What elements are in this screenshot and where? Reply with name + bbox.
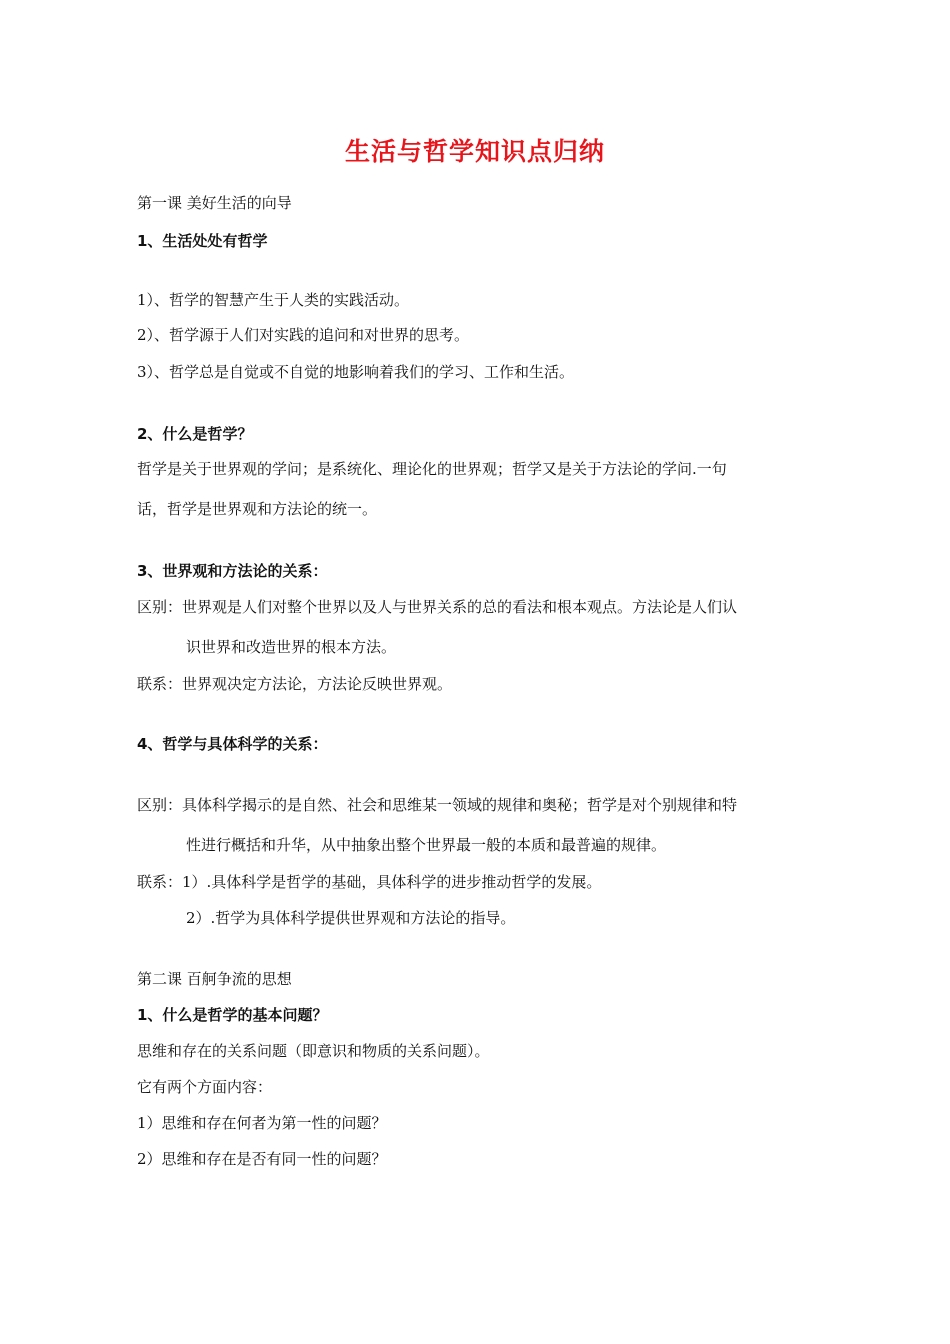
l1-s3-heading: 3、世界观和方法论的关系： <box>137 562 328 580</box>
l1-s4-link-1: 联系：1）.具体科学是哲学的基础，具体科学的进步推动哲学的发展。 <box>137 873 602 891</box>
l1-s4-heading: 4、哲学与具体科学的关系： <box>137 735 328 753</box>
l1-s2-heading: 2、什么是哲学？ <box>137 425 253 443</box>
l2-s1-line-2: 它有两个方面内容： <box>137 1078 273 1096</box>
l1-s4-diff-1: 区别：具体科学揭示的是自然、社会和思维某一领域的规律和奥秘；哲学是对个别规律和特 <box>137 796 738 814</box>
l1-s3-link: 联系：世界观决定方法论，方法论反映世界观。 <box>137 675 453 693</box>
l2-s1-line-1: 思维和存在的关系问题（即意识和物质的关系问题）。 <box>137 1042 490 1060</box>
l1-s1-item-1: 1）、哲学的智慧产生于人类的实践活动。 <box>137 291 410 309</box>
l2-s1-line-3: 1）思维和存在何者为第一性的问题？ <box>137 1114 387 1132</box>
lesson2-heading: 第二课 百舸争流的思想 <box>137 970 292 988</box>
l1-s2-line-2: 话，哲学是世界观和方法论的统一。 <box>137 500 378 518</box>
page-title: 生活与哲学知识点归纳 <box>344 137 605 166</box>
l2-s1-heading: 1、什么是哲学的基本问题？ <box>137 1006 328 1024</box>
l1-s4-diff-2: 性进行概括和升华，从中抽象出整个世界最一般的本质和最普遍的规律。 <box>186 836 667 854</box>
lesson1-heading: 第一课 美好生活的向导 <box>137 194 292 212</box>
l1-s1-item-2: 2）、哲学源于人们对实践的追问和对世界的思考。 <box>137 326 470 344</box>
l1-s4-link-2: 2）.哲学为具体科学提供世界观和方法论的指导。 <box>186 909 516 927</box>
l1-s1-heading: 1、生活处处有哲学 <box>137 232 268 250</box>
l2-s1-line-4: 2）思维和存在是否有同一性的问题？ <box>137 1150 387 1168</box>
l1-s1-item-3: 3）、哲学总是自觉或不自觉的地影响着我们的学习、工作和生活。 <box>137 363 575 381</box>
l1-s2-line-1: 哲学是关于世界观的学问；是系统化、理论化的世界观；哲学又是关于方法论的学问.一句 <box>137 460 727 478</box>
l1-s3-diff-1: 区别：世界观是人们对整个世界以及人与世界关系的总的看法和根本观点。方法论是人们认 <box>137 598 738 616</box>
l1-s3-diff-2: 识世界和改造世界的根本方法。 <box>186 638 397 656</box>
